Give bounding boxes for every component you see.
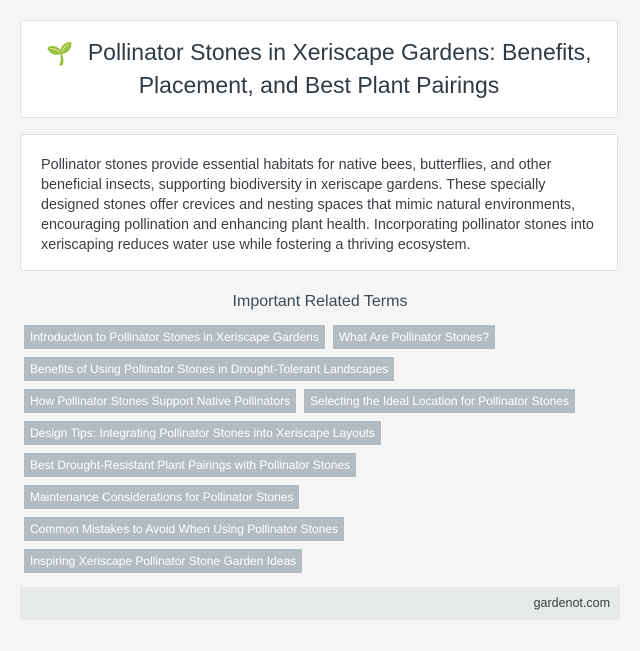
summary-card bbox=[20, 134, 618, 271]
sprout-icon: 🌱 bbox=[46, 42, 74, 67]
related-term-tag[interactable]: Inspiring Xeriscape Pollinator Stone Garden Ideas bbox=[24, 549, 302, 573]
page-title-text: Pollinator Stones in Xeriscape Gardens: Benefits, Placement, and Best Plant Pairings bbox=[87, 39, 592, 98]
tag-row bbox=[24, 325, 620, 349]
related-term-tag[interactable]: Introduction to Pollinator Stones in Xeriscape Gardens bbox=[24, 325, 325, 349]
title-card bbox=[20, 20, 618, 118]
footer-site-name: gardenot.com bbox=[533, 596, 610, 610]
tag-row bbox=[24, 421, 620, 445]
related-term-tag[interactable]: Design Tips: Integrating Pollinator Stones into Xeriscape Layouts bbox=[24, 421, 381, 445]
related-term-tag[interactable]: Selecting the Ideal Location for Pollinator Stones bbox=[304, 389, 575, 413]
tag-row bbox=[24, 485, 620, 509]
related-terms-heading: Important Related Terms bbox=[232, 293, 408, 310]
related-term-tag[interactable]: Benefits of Using Pollinator Stones in Drought-Tolerant Landscapes bbox=[24, 357, 394, 381]
tag-row bbox=[24, 389, 620, 413]
tag-row bbox=[24, 549, 620, 573]
tag-row bbox=[24, 517, 620, 541]
tag-row bbox=[24, 357, 620, 381]
related-term-tag[interactable]: What Are Pollinator Stones? bbox=[333, 325, 495, 349]
footer bbox=[20, 587, 620, 620]
page-title bbox=[21, 37, 617, 101]
related-term-tag[interactable]: How Pollinator Stones Support Native Pollinators bbox=[24, 389, 296, 413]
related-term-tag[interactable]: Maintenance Considerations for Pollinator Stones bbox=[24, 485, 299, 509]
related-term-tag[interactable]: Common Mistakes to Avoid When Using Pollinator Stones bbox=[24, 517, 344, 541]
summary-text: Pollinator stones provide essential habitats for native bees, butterflies, and other beneficial insects, supporting biodiversity in xeriscape gardens. These specially designed stones offer crevices and nesting spaces that mimic natural environments, encouraging pollination and enhancing plant health. Incorporating pollinator stones into xeriscaping reduces water use while fostering a thriving ecosystem. bbox=[41, 157, 594, 253]
tag-row bbox=[24, 453, 620, 477]
related-terms-list bbox=[24, 325, 620, 581]
related-term-tag[interactable]: Best Drought-Resistant Plant Pairings with Pollinator Stones bbox=[24, 453, 356, 477]
